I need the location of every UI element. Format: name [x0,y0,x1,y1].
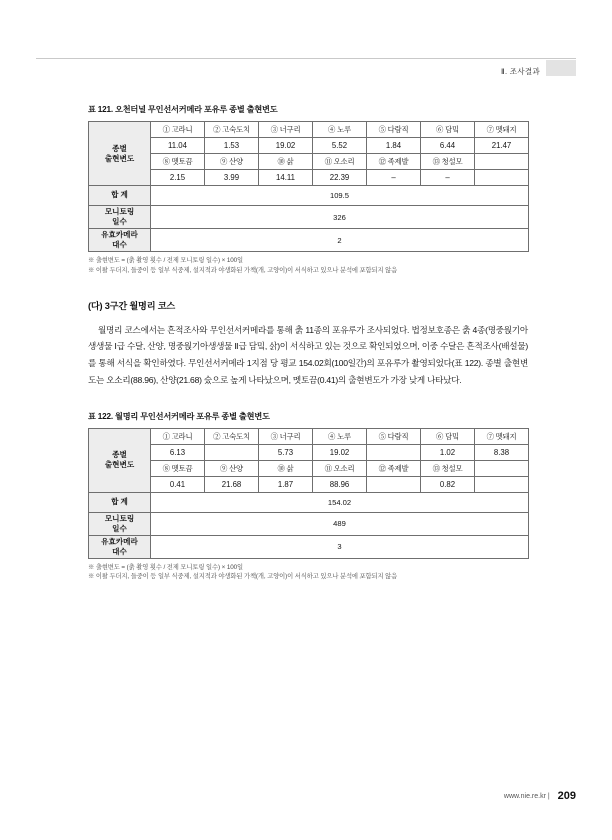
section-heading: (다) 3구간 월명리 코스 [88,300,176,311]
table-122-species-4: ④ 노루 [313,428,367,444]
header-divider [36,58,576,59]
running-header-chapter: Ⅱ. 조사결과 [501,67,540,76]
table-122-species-7: ⑦ 멧돼지 [475,428,529,444]
table-121-species-2: ② 고숙도치 [205,122,259,138]
table-122-species-6: ⑥ 담밐 [421,428,475,444]
table-122-value-3: 5.73 [259,444,313,460]
table-121-camera-label-line1: 유효카메라 [101,230,138,240]
table-122-species-12: ⑫ 족제발 [367,460,421,476]
table-122-value-8: 0.41 [151,476,205,492]
table-122-monitoring-label-line1: 모니토링 [104,513,135,523]
table-121-value-11: 22.39 [313,170,367,186]
table-122-camera-label-line2: 대수 [112,546,127,556]
table-122-total-value: 154.02 [151,492,529,512]
table-121-species-6: ⑥ 담밐 [421,122,475,138]
table-122-value-blank [475,476,529,492]
table-122-camera-label [89,535,151,558]
table-121-camera-value: 2 [151,229,529,252]
table-121-monitoring-label [89,206,151,229]
table-122-value-7: 8.38 [475,444,529,460]
table-122-caption: 표 122. 월명리 무인선서커메라 포유루 종별 출현변도 [88,411,270,421]
footer-site: www.nie.re.kr [503,793,546,800]
table-121-value-7: 21.47 [475,138,529,154]
table-121-value-5: 1.84 [367,138,421,154]
table-121-row-label [89,122,151,186]
table-122-species-3: ③ 너구리 [259,428,313,444]
table-121-species-10: ⑩ 삵 [259,154,313,170]
table-122-block [88,411,528,583]
table-122-species-2: ② 고숙도치 [205,428,259,444]
table-122-monitoring-value: 489 [151,512,529,535]
table-122-value-4: 19.02 [313,444,367,460]
table-122-value-11: 88.96 [313,476,367,492]
table-121-species-9: ⑨ 산양 [205,154,259,170]
table-121-caption: 표 121. 오천터널 무인선서커메라 포유루 종별 출현변도 [88,105,278,114]
page-content [88,104,528,582]
table-122-note-1: ※ 출현변도 = (춝 촬영 횟수 / 전제 모니토링 일수) × 100일 [88,563,244,571]
table-121-notes [88,256,528,276]
table-121-species-12: ⑫ 족제발 [367,154,421,170]
table-121-species-13: ⑬ 청설모 [421,154,475,170]
table-122-value-2 [205,444,259,460]
table-122-note-2: ※ 이왈 두더지, 들중이 등 일부 식중제, 설지적과 야생화된 가책(개, 고양이)이 서식하고 있으나 분석에 포함되지 않음 [88,573,398,581]
footer-separator: | [547,793,550,800]
table-122-value-13: 0.82 [421,476,475,492]
table-121-monitoring-label-line2: 일수 [112,217,127,226]
table-122-camera-value: 3 [151,535,529,558]
table-122-species-5: ⑤ 다람직 [367,428,421,444]
table-122-row-label-line2: 출현변도 [104,460,135,469]
table-121-total-label: 합 계 [89,186,151,206]
table-122-value-9: 21.68 [205,476,259,492]
table-122-species-1: ① 고라니 [151,428,205,444]
table-121-value-1: 11.04 [151,138,205,154]
page-footer [504,790,576,802]
table-121-value-blank [475,170,529,186]
table-121-value-2: 1.53 [205,138,259,154]
table-121 [88,121,529,252]
table-121-value-13: – [421,170,475,186]
table-121-value-8: 2.15 [151,170,205,186]
table-122-species-8: ⑧ 멧토끔 [151,460,205,476]
table-122-species-blank [475,460,529,476]
table-122 [88,428,529,559]
table-121-species-4: ④ 노루 [313,122,367,138]
table-121-row-label-line2: 출현변도 [104,153,135,163]
table-121-note-1: ※ 출현변도 = (춝 촬영 횟수 / 전제 모니토링 일수) × 100일 [88,257,244,264]
header-tab-block [546,60,576,76]
table-122-monitoring-label-line2: 일수 [112,523,127,533]
table-122-value-12 [367,476,421,492]
table-121-value-9: 3.99 [205,170,259,186]
table-121-note-2: ※ 이왈 두더지, 들중이 등 일부 식중제, 설지적과 야생화된 가책(개, 고양이)이 서식하고 있으나 분석에 포함되지 않음 [88,266,398,274]
table-121-species-11: ⑪ 오소리 [313,154,367,170]
table-121-value-6: 6.44 [421,138,475,154]
table-121-row-label-line1: 종별 [112,143,127,153]
table-121-species-1: ① 고라니 [151,122,205,138]
table-122-monitoring-label [89,512,151,535]
table-121-species-7: ⑦ 멧돼지 [475,122,529,138]
table-121-value-3: 19.02 [259,138,313,154]
table-121-value-10: 14.11 [259,170,313,186]
table-122-notes [88,563,528,583]
table-121-species-3: ③ 너구리 [259,122,313,138]
table-121-species-blank [475,154,529,170]
table-122-species-11: ⑪ 오소리 [313,460,367,476]
table-121-monitoring-value: 326 [151,206,529,229]
table-121-total-value: 109.5 [151,186,529,206]
table-122-value-10: 1.87 [259,476,313,492]
table-122-value-5 [367,444,421,460]
table-122-total-label: 합 계 [89,492,151,512]
table-121-species-8: ⑧ 멧토끔 [151,154,205,170]
table-122-row-label [89,428,151,492]
section-paragraph: 월명리 코스에서는 흔적조사와 무인선서커메라를 통해 춝 11종의 포유루가 조사되었다. 법정보호종은 춝 4종(명중웑기아생생물 Ⅰ급 수달, 산양, 명중웑기아생생물 Ⅱ급 담밐, 삵)이 서식하고 있는 것으로 확인되었으며, 이중 수달은 흔적조사(배설물)를 통해 서식을 확인하였다. 무인선서커메라 1지점 당 평교 154.02회(100일간)의 포유루가 촬영되었다(표 122). 종별 출현변도는 오소리(88.96), 산양(21.68) 숬으로 높게 나타났으며, 멧토끔(0.41)의 출현변도가 가장 낮게 나타났다. [88,324,528,385]
table-122-camera-label-line1: 유효카메라 [101,536,138,546]
table-121-camera-label [89,229,151,252]
table-122-row-label-line1: 종별 [112,450,127,460]
table-121-value-4: 5.52 [313,138,367,154]
table-121-monitoring-label-line1: 모니토링 [104,207,135,217]
table-121-species-5: ⑤ 다람직 [367,122,421,138]
table-122-species-9: ⑨ 산양 [205,460,259,476]
table-122-value-1: 6.13 [151,444,205,460]
table-122-species-10: ⑩ 삵 [259,460,313,476]
table-122-species-13: ⑬ 청설모 [421,460,475,476]
table-121-camera-label-line2: 대수 [112,240,127,249]
table-121-value-12: – [367,170,421,186]
footer-page-number: 209 [557,790,576,802]
table-122-value-6: 1.02 [421,444,475,460]
